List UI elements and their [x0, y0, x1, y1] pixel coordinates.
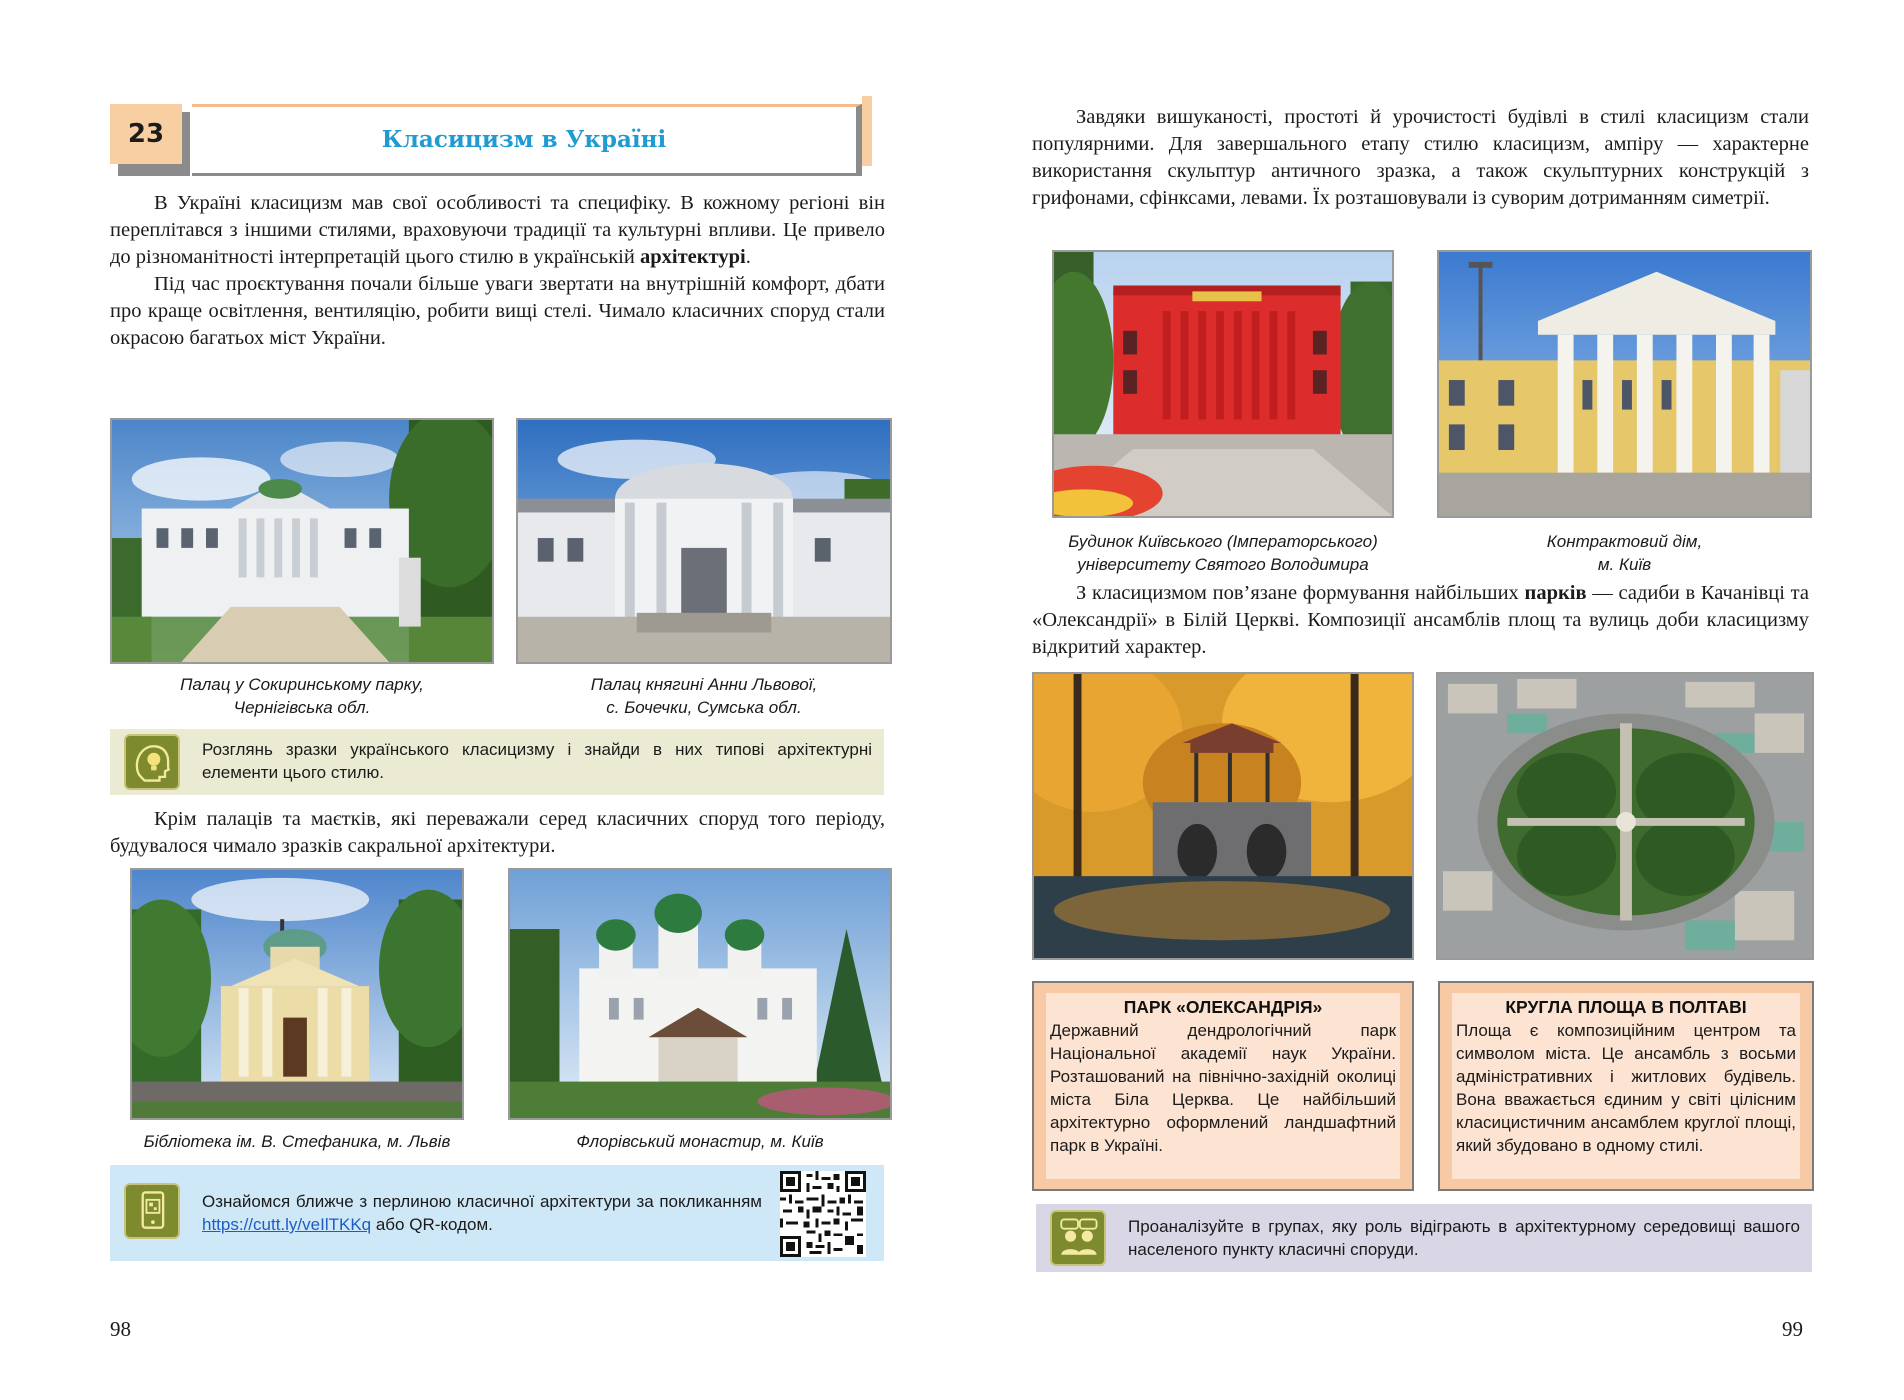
lesson-title-bar: [192, 104, 862, 176]
info-card-round-square: [1438, 981, 1814, 1191]
lesson-header: [110, 104, 880, 178]
right-intro-paragraph: Завдяки вишуканості, простоті й урочистості будівлі в стилі класицизм стали популярними. Для завершального етапу стилю класицизм, ампіру — характерне використання скульптур античного зразка, а також скульптурних конструкцій з грифонами, сфінксами, левами. Їх розташовували із суворим дотриманням симетрії.: [1032, 106, 1809, 209]
photo-poltava-round-square: [1436, 672, 1814, 960]
right-intro-text: [1032, 104, 1809, 212]
parks-text-before: З класицизмом пов’язане формування найбільших: [1076, 582, 1525, 604]
parks-bold: парків: [1524, 582, 1587, 604]
intro-paragraph-1: [110, 190, 885, 271]
tip-link-text: [202, 1190, 762, 1236]
photo-bochechky-caption: Палац княгині Анни Львової, с. Бочечки, Сумська обл.: [590, 675, 818, 717]
external-link[interactable]: https://cutt.ly/veIlTKKq: [202, 1215, 372, 1234]
page-number-right: 99: [1782, 1317, 1803, 1341]
photo-florivskyi-caption: Флорівський монастир, м. Київ: [576, 1132, 824, 1151]
tip-examine-text: Розглянь зразки українського класицизму і знайди в них типові архітектурні елементи цього стилю.: [202, 740, 872, 782]
photo-contract-house-caption: Контрактовий дім, м. Київ: [1546, 532, 1703, 574]
header-accent: [862, 96, 872, 166]
photo-stefanyk-caption: Бібліотека ім. В. Стефаника, м. Львів: [143, 1132, 451, 1151]
parks-paragraph: [1032, 580, 1809, 661]
intro-p1-bold: архітектурі: [639, 246, 746, 268]
lightbulb-head-icon: [124, 734, 180, 790]
photo-kyiv-university: [1052, 250, 1394, 518]
info-card-round-square-title: КРУГЛА ПЛОЩА В ПОЛТАВІ: [1505, 997, 1747, 1017]
photo-stefanyk-library: [130, 868, 464, 1120]
tip-box-link: [110, 1165, 884, 1261]
info-card-oleksandria-inner: [1046, 993, 1400, 1179]
lesson-number: 23: [110, 104, 182, 164]
intro-paragraph-2: Під час проєктування почали більше уваги звертати на внутрішній комфорт, дбати про краще освітлення, вентиляцію, робити вищі стелі. Чимало класичних споруд стали окрасою багатьох міст України.: [110, 273, 885, 349]
info-card-oleksandria: [1032, 981, 1414, 1191]
intro-text: [110, 190, 885, 352]
photo-sokyryntsi-caption: Палац у Сокиринському парку, Чернігівська обл.: [180, 675, 424, 717]
intro-p1-end: .: [745, 246, 751, 268]
info-card-oleksandria-title: ПАРК «ОЛЕКСАНДРІЯ»: [1123, 997, 1323, 1017]
qr-code[interactable]: [780, 1171, 866, 1257]
sacral-paragraph: Крім палаців та маєтків, які переважали серед класичних споруд того періоду, будувалося чимало зразків сакральної архітектури.: [110, 808, 885, 857]
parks-text: [1032, 580, 1809, 661]
photo-oleksandria-park: [1032, 672, 1414, 960]
sacral-text: [110, 806, 885, 860]
right-page: [952, 0, 1904, 1400]
info-card-oleksandria-body: Державний дендрологічний парк Національної академії наук України. Розташований на північно-західній околиці міста Біла Церква. Це найбільший архітектурно оформлений ландшафтний парк в Україні.: [1050, 1021, 1396, 1155]
photo-florivskyi-monastery: [508, 868, 892, 1120]
photo-bochechky-palace: [516, 418, 892, 664]
tip-box-examine: [110, 729, 884, 795]
lesson-title: Класицизм в Україні: [381, 126, 667, 153]
group-discussion-icon: [1050, 1210, 1106, 1266]
info-card-round-square-inner: [1452, 993, 1800, 1179]
phone-qr-icon: [124, 1183, 180, 1239]
intro-p1-text: В Україні класицизм мав свої особливості та специфіку. В кожному регіоні він переплітався з іншими стилями, враховуючи традиції та культурні впливи. Це привело до різноманітності інтерпретацій цього стилю в українській: [110, 192, 885, 268]
info-card-round-square-body: Площа є композиційним центром та символом міста. Це ансамбль з восьми адміністративних і житлових будівель. Вона вважається єдиним у світі цілісним класицистичним ансамблем круглої площі, який збудовано в одному стилі.: [1456, 1021, 1796, 1155]
group-task-box: [1036, 1204, 1812, 1272]
photo-sokyryntsi-palace: [110, 418, 494, 664]
page-number-left: 98: [110, 1317, 131, 1341]
photo-kyiv-university-caption: Будинок Київського (Імператорського) університету Святого Володимира: [1068, 532, 1378, 574]
tip-link-text-before: Ознайомся ближче з перлиною класичної архітектури за покликанням: [202, 1192, 762, 1211]
group-task-text: Проаналізуйте в групах, яку роль відіграють в архітектурному середовищі вашого населеного пункту класичні споруди.: [1128, 1217, 1800, 1259]
tip-link-text-after: або QR-кодом.: [371, 1215, 493, 1234]
parks-text-after: — садиби в Качанівці та «Олександрії» в Білій Церкві. Композиції ансамблів площ та вулиць доби класицизму відкритий характер.: [1032, 582, 1809, 658]
photo-contract-house: [1437, 250, 1812, 518]
